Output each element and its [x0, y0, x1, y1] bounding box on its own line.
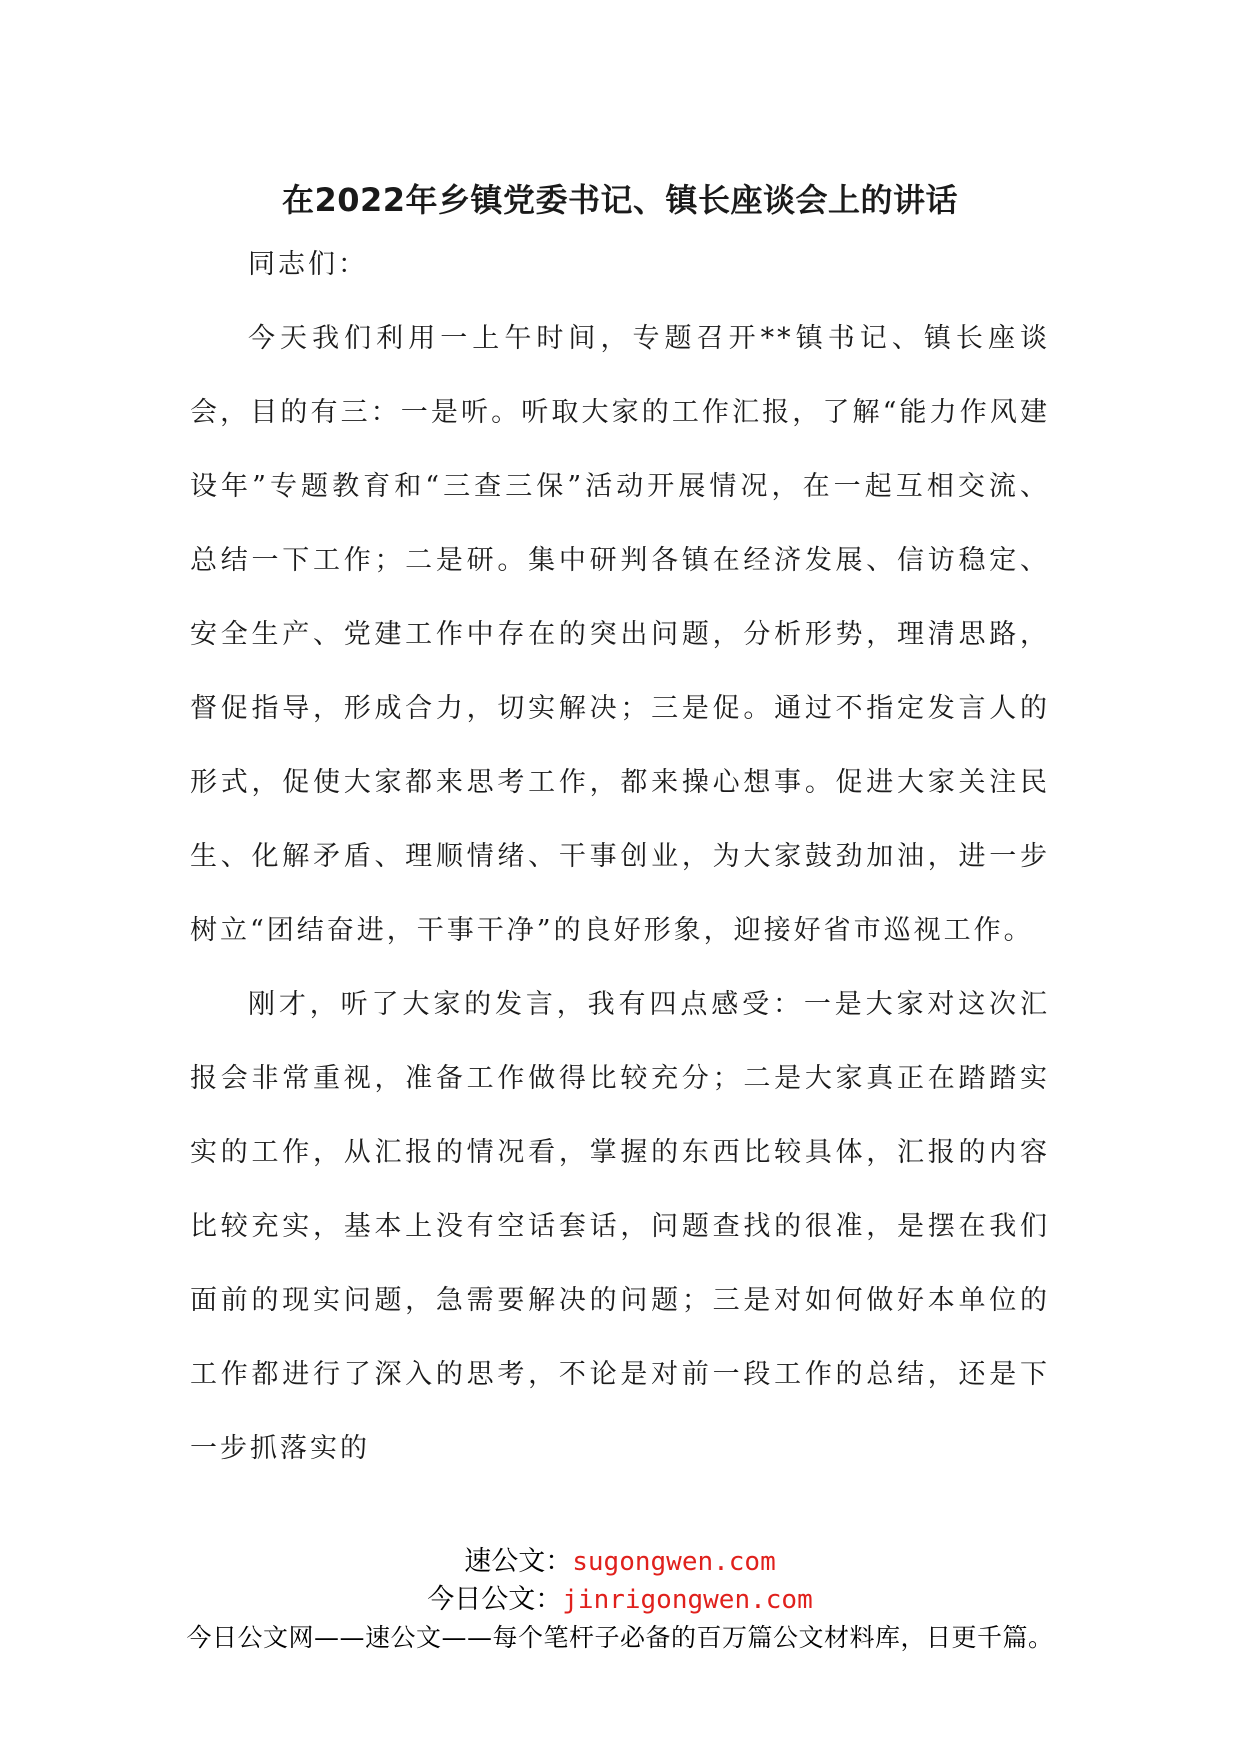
document-body — [190, 228, 1050, 1486]
document-title: 在2022年乡镇党委书记、镇长座谈会上的讲话 — [281, 181, 959, 219]
footer-tagline: 今日公文网——速公文——每个笔杆子必备的百万篇公文材料库，日更千篇。 — [186, 1623, 1054, 1652]
footer-label-jinrigongwen: 今日公文： — [427, 1584, 563, 1615]
footer-label-sugongwen: 速公文： — [464, 1546, 573, 1577]
footer-line-sugongwen — [0, 1543, 1240, 1581]
footer-watermark — [0, 1543, 1240, 1657]
footer-line-jinrigongwen — [0, 1581, 1240, 1619]
footer-link-sugongwen[interactable]: sugongwen.com — [572, 1547, 776, 1577]
salutation: 同志们： — [248, 249, 368, 280]
footer-link-jinrigongwen[interactable]: jinrigongwen.com — [562, 1585, 813, 1615]
body-paragraph-1: 今天我们利用一上午时间，专题召开**镇书记、镇长座谈会，目的有三：一是听。听取大家的工作汇报，了解“能力作风建设年”专题教育和“三查三保”活动开展情况，在一起互相交流、总结一下工作；二是研。集中研判各镇在经济发展、信访稳定、安全生产、党建工作中存在的突出问题，分析形势，理清思路，督促指导，形成合力，切实解决；三是促。通过不指定发言人的形式，促使大家都来思考工作，都来操心想事。促进大家关注民生、化解矛盾、理顺情绪、干事创业，为大家鼓劲加油，进一步树立“团结奋进，干事干净”的良好形象，迎接好省市巡视工作。 — [190, 323, 1050, 946]
body-paragraph-2: 刚才，听了大家的发言，我有四点感受：一是大家对这次汇报会非常重视，准备工作做得比较充分；二是大家真正在踏踏实实的工作，从汇报的情况看，掌握的东西比较具体，汇报的内容比较充实，基本上没有空话套话，问题查找的很准，是摆在我们面前的现实问题，急需要解决的问题；三是对如何做好本单位的工作都进行了深入的思考，不论是对前一段工作的总结，还是下一步抓落实的 — [190, 989, 1050, 1464]
